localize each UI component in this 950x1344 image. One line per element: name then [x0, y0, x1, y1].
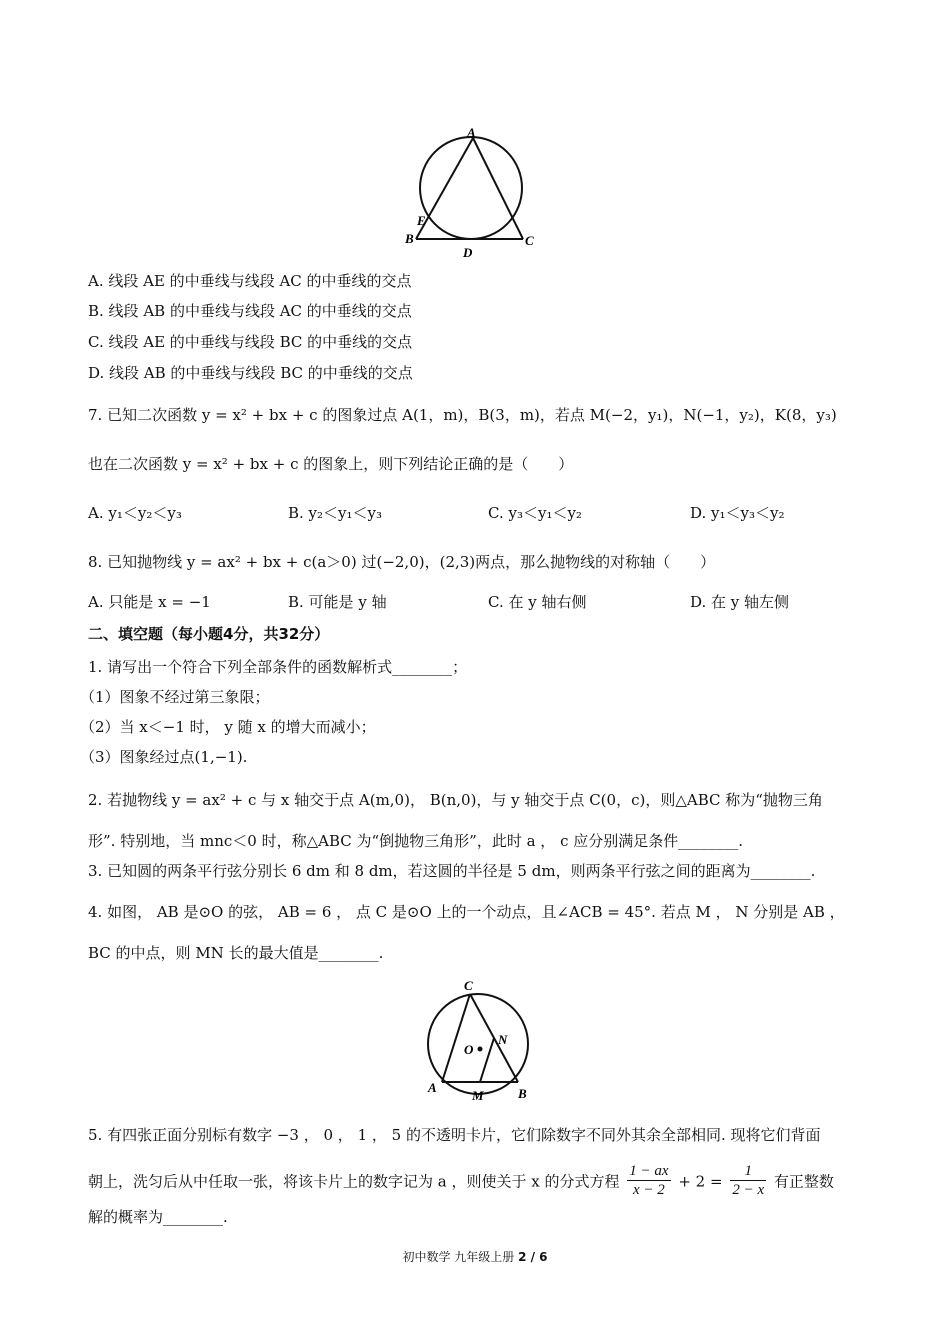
figure-circle-triangle: [395, 126, 555, 262]
fill5-fraction-1: [627, 1162, 670, 1199]
figure-circle-chord: [418, 978, 542, 1108]
page-footer: [0, 1248, 950, 1265]
q8-stem: 8. 已知抛物线 y = ax² + bx + c(a＞0) 过(−2,0)，(2,3)两点，那么抛物线的对称轴（ ）: [88, 553, 716, 571]
fill2-stem-line2: 形”. 特别地，当 mnc＜0 时，称△ABC 为“倒抛物三角形”，此时 a ， c 应分别满足条件________.: [88, 832, 744, 850]
fill5-stem-line3: 解的概率为________.: [88, 1208, 228, 1226]
footer-text: 初中数学 九年级上册: [402, 1250, 519, 1264]
fill4-stem-line1: 4. 如图， AB 是⊙O 的弦， AB = 6 ， 点 C 是⊙O 上的一个动点，且∠ACB = 45°. 若点 M ， N 分别是 AB ，: [88, 903, 845, 921]
q8-option-d: D. 在 y 轴左侧: [690, 593, 790, 611]
fill1-stem: 1. 请写出一个符合下列全部条件的函数解析式________；: [88, 658, 468, 676]
fill5-stem-line2: [88, 1164, 834, 1201]
fill1-condition-3: （3）图象经过点(1,−1).: [80, 748, 248, 766]
q6-option-b: B. 线段 AB 的中垂线与线段 AC 的中垂线的交点: [88, 302, 412, 320]
figure2-label-o: O: [464, 1042, 474, 1057]
section-2-heading: 二、填空题（每小题4分，共32分）: [88, 625, 330, 643]
fill5-stem-line1: 5. 有四张正面分别标有数字 −3 ， 0 ， 1 ， 5 的不透明卡片，它们除数字不同外其余全部相同. 现将它们背面: [88, 1126, 821, 1144]
q7-stem-line2: 也在二次函数 y = x² + bx + c 的图象上，则下列结论正确的是（ ）: [88, 455, 574, 473]
fill2-stem-line1: 2. 若抛物线 y = ax² + c 与 x 轴交于点 A(m,0)， B(n,0)，与 y 轴交于点 C(0，c)，则△ABC 称为“抛物三角: [88, 791, 823, 809]
q6-option-a: A. 线段 AE 的中垂线与线段 AC 的中垂线的交点: [88, 272, 412, 290]
figure1-label-b: B: [405, 231, 414, 246]
figure2-segment-mn: [480, 1038, 494, 1082]
fill5-frac2-numerator: 1: [730, 1162, 766, 1181]
figure1-side-ac: [473, 138, 523, 239]
fill5-fraction-2: [730, 1162, 766, 1199]
fill1-condition-1: （1）图象不经过第三象限；: [80, 688, 270, 706]
figure2-label-b: B: [518, 1086, 527, 1101]
figure2-label-c: C: [464, 978, 473, 993]
fill3-stem: 3. 已知圆的两条平行弦分别长 6 dm 和 8 dm，若这圆的半径是 5 dm，则两条平行弦之间的距离为________.: [88, 862, 816, 880]
fill4-stem-line2: BC 的中点，则 MN 长的最大值是________.: [88, 944, 384, 962]
fill1-condition-2: （2）当 x＜−1 时， y 随 x 的增大而减小；: [80, 718, 376, 736]
q8-option-a: A. 只能是 x = −1: [88, 593, 211, 611]
q8-option-b: B. 可能是 y 轴: [288, 593, 387, 611]
figure1-label-a: A: [467, 126, 476, 140]
figure1-label-d: D: [463, 245, 473, 260]
q7-option-a: A. y₁＜y₂＜y₃: [88, 504, 182, 522]
fill5-line2-suffix: 有正整数: [773, 1172, 834, 1191]
q7-option-c: C. y₃＜y₁＜y₂: [488, 504, 582, 522]
q6-option-c: C. 线段 AE 的中垂线与线段 BC 的中垂线的交点: [88, 333, 413, 351]
q7-option-d: D. y₁＜y₃＜y₂: [690, 504, 785, 522]
q7-option-b: B. y₂＜y₁＜y₃: [288, 504, 383, 522]
figure2-center-dot: [478, 1047, 483, 1052]
footer-page-number: 2 / 6: [518, 1250, 548, 1264]
fill5-frac2-denominator: 2 − x: [732, 1182, 765, 1198]
fill5-plus-two: + 2 =: [678, 1172, 723, 1191]
figure1-label-c: C: [525, 233, 534, 248]
figure2-label-m: M: [472, 1088, 484, 1103]
figure2-label-n: N: [498, 1032, 508, 1047]
q7-stem-line1: 7. 已知二次函数 y = x² + bx + c 的图象过点 A(1，m)，B(3，m)，若点 M(−2，y₁)，N(−1，y₂)，K(8，y₃): [88, 406, 837, 424]
q6-option-d: D. 线段 AB 的中垂线与线段 BC 的中垂线的交点: [88, 364, 413, 382]
fill5-line2-text: 朝上，洗匀后从中任取一张，将该卡片上的数字记为 a ，则使关于 x 的分式方程: [88, 1172, 620, 1191]
figure2-segment-ca: [442, 994, 470, 1082]
figure1-circle: [420, 137, 522, 239]
q8-option-c: C. 在 y 轴右侧: [488, 593, 587, 611]
figure2-label-a: A: [428, 1080, 437, 1095]
figure1-label-e: E: [417, 213, 426, 228]
fill5-frac1-denominator: x − 2: [633, 1182, 665, 1198]
fill5-frac1-numerator: 1 − ax: [629, 1163, 669, 1179]
